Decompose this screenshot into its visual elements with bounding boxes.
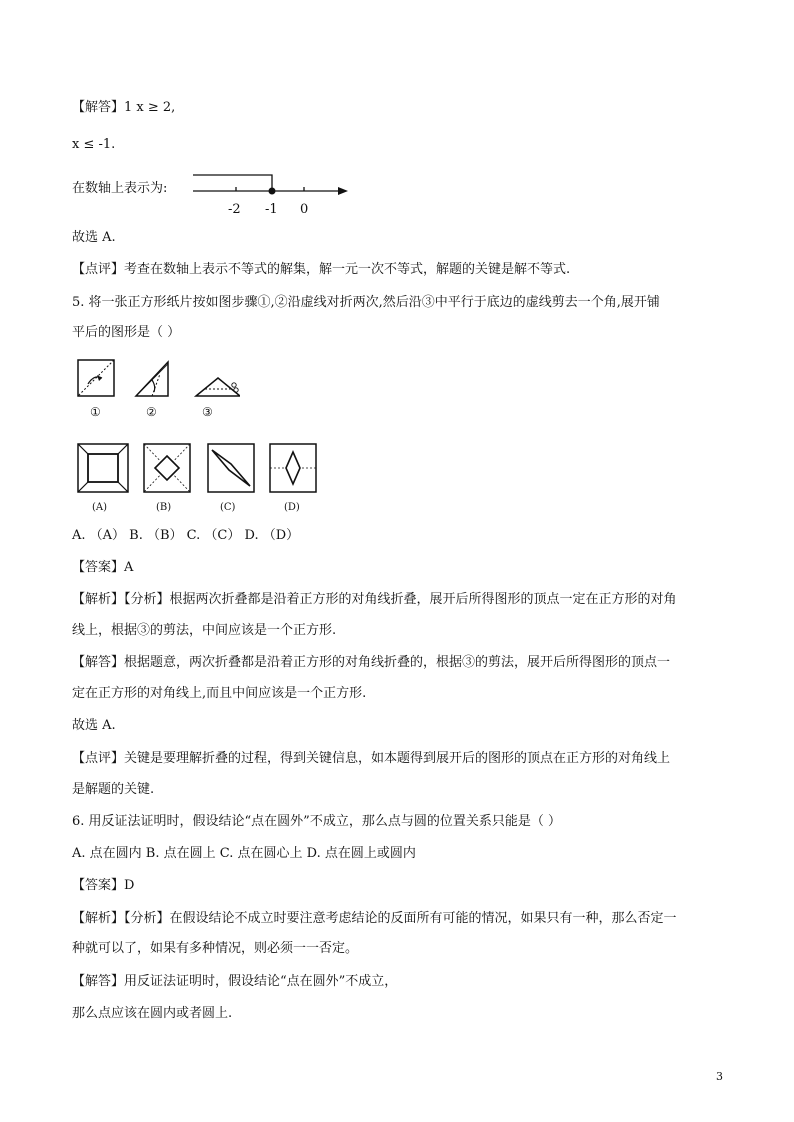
answer-5: 【答案】A — [72, 560, 134, 575]
comment-5-line-2: 是解题的关键. — [72, 782, 155, 797]
solution-6-line-2: 那么点应该在圆内或者圆上. — [72, 1006, 233, 1021]
option-a-shape — [78, 444, 128, 492]
analysis-6-line-2: 种就可以了，如果有多种情况，则必须一一否定。 — [72, 941, 359, 956]
solution-5-line-2: 定在正方形的对角线上,而且中间应该是一个正方形. — [72, 686, 367, 701]
answer-line-2: x ≤ -1. — [72, 137, 116, 152]
option-a-label: (A) — [92, 502, 108, 513]
tick-label-0: 0 — [300, 202, 309, 217]
question-5-line-2: 平后的图形是（ ） — [72, 325, 181, 340]
tick-label-neg1: -1 — [265, 202, 278, 217]
tick-label-neg2: -2 — [228, 202, 241, 217]
option-d-shape — [270, 444, 316, 492]
fold-steps-figure — [70, 354, 240, 424]
options-figure — [72, 440, 332, 518]
question-5-line-1: 5. 将一张正方形纸片按如图步骤①,②沿虚线对折两次,然后沿③中平行于底边的虚线剪去一个角,展开铺 — [72, 295, 660, 310]
comment-5-line-1: 【点评】关键是要理解折叠的过程，得到关键信息，如本题得到展开后的图形的顶点在正方形的对角线上 — [72, 751, 671, 766]
option-b-shape — [144, 444, 190, 492]
step-label-1: ① — [90, 405, 101, 419]
step-label-3: ③ — [202, 405, 213, 419]
question-6-choices: A. 点在圆内 B. 点在圆上 C. 点在圆心上 D. 点在圆上或圆内 — [72, 846, 416, 861]
page-number: 3 — [716, 1070, 723, 1083]
numberline-intro: 在数轴上表示为: — [72, 181, 168, 196]
choose-a-2: 故选 A. — [72, 718, 116, 733]
analysis-6-line-1: 【解析】【分析】在假设结论不成立时要注意考虑结论的反面所有可能的情况，如果只有一种，那么否定一 — [72, 911, 677, 926]
comment-1: 【点评】考查在数轴上表示不等式的解集，解一元一次不等式，解题的关键是解不等式. — [72, 262, 571, 277]
number-line-figure — [190, 160, 350, 220]
question-5-choices: A. （A） B. （B） C. （C） D. （D） — [72, 528, 300, 543]
answer-line-1: 【解答】1 x ≥ 2, — [72, 100, 176, 115]
option-c-label: (C) — [220, 502, 236, 513]
option-d-label: (D) — [284, 502, 300, 513]
analysis-5-line-1: 【解析】【分析】根据两次折叠都是沿着正方形的对角线折叠，展开后所得图形的顶点一定在正方形的对角 — [72, 592, 677, 607]
solution-6-line-1: 【解答】用反证法证明时，假设结论“点在圆外”不成立， — [72, 974, 398, 989]
option-b-label: (B) — [156, 502, 172, 513]
choose-a-1: 故选 A. — [72, 230, 116, 245]
step-label-2: ② — [146, 405, 157, 419]
solution-5-line-1: 【解答】根据题意，两次折叠都是沿着正方形的对角线折叠的，根据③的剪法，展开后所得图形的顶点一 — [72, 655, 671, 670]
option-c-shape — [208, 444, 254, 492]
analysis-5-line-2: 线上，根据③的剪法，中间应该是一个正方形. — [72, 623, 337, 638]
answer-6: 【答案】D — [72, 878, 135, 893]
question-6: 6. 用反证法证明时，假设结论“点在圆外”不成立，那么点与圆的位置关系只能是（ ） — [72, 814, 561, 829]
